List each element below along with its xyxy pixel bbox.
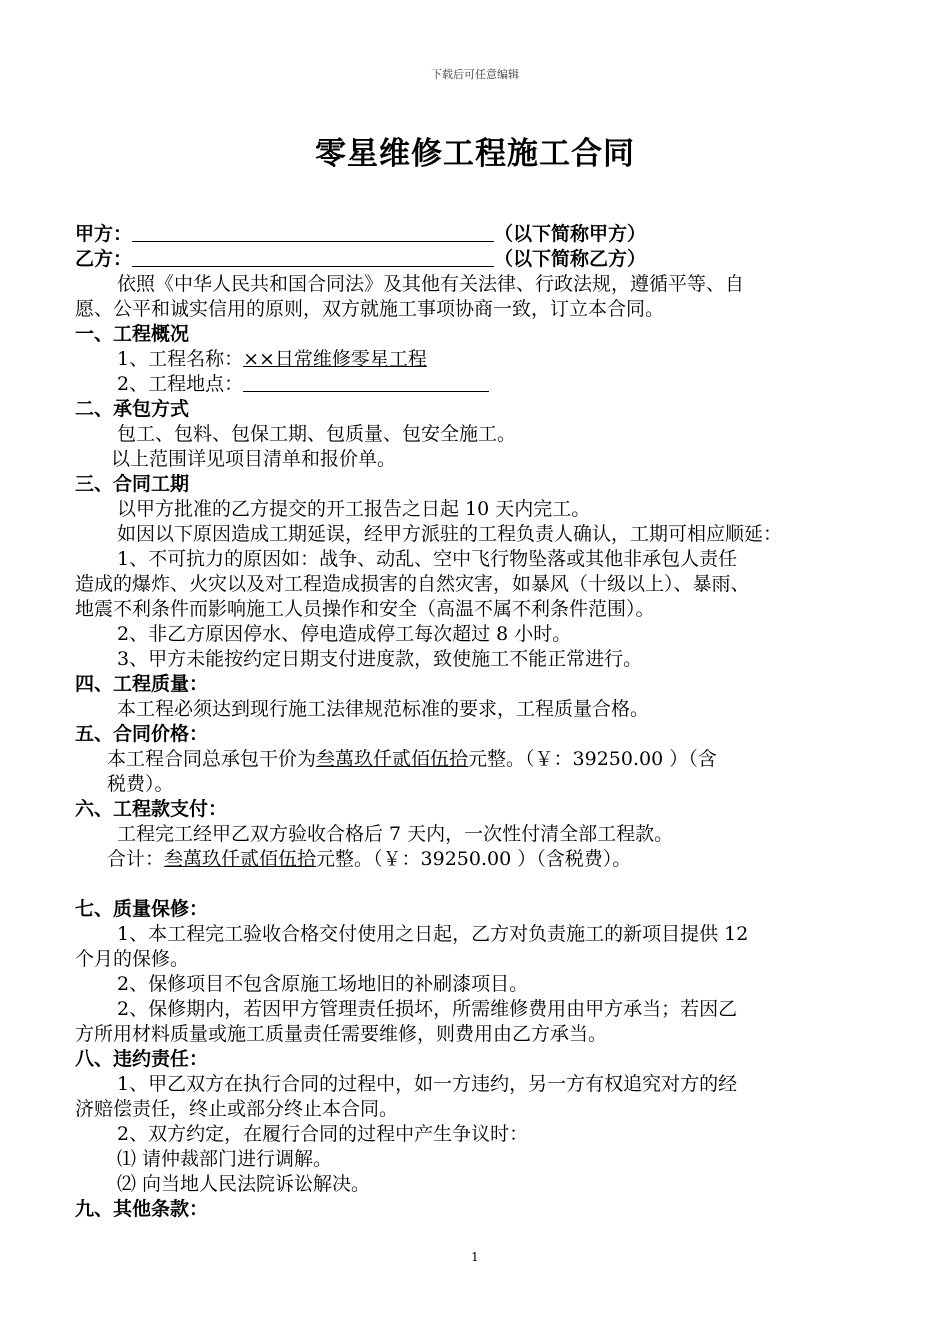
section-1-heading: 一、工程概况 — [75, 323, 190, 345]
section-3-heading: 三、合同工期 — [75, 473, 190, 495]
project-site-blank — [243, 372, 489, 392]
page-number: 1 — [471, 1250, 479, 1264]
section-7-line-3b: 方所用材料质量或施工质量责任需要维修，则费用由乙方承当。 — [75, 1023, 608, 1045]
page-header: 下载后可任意编辑 — [431, 68, 519, 81]
payment-total-post: 元整。（￥：39250.00 ）（含税费）。 — [316, 848, 632, 870]
party-b-line — [75, 247, 875, 272]
section-3-line-3c: 地震不利条件而影响施工人员操作和安全（高温不属不利条件范围）。 — [75, 598, 655, 620]
intro-line-1: 依照《中华人民共和国合同法》及其他有关法律、行政法规，遵循平等、自 — [117, 273, 745, 295]
section-4-line-1: 本工程必须达到现行施工法律规范标准的要求，工程质量合格。 — [117, 698, 650, 720]
section-3-line-3b: 造成的爆炸、火灾以及对工程造成损害的自然灾害，如暴风（十级以上）、暴雨、 — [75, 573, 750, 595]
project-name-line — [75, 347, 875, 372]
payment-total-words: 叁萬玖仟贰佰伍拾 — [164, 848, 317, 870]
section-7-line-1b: 个月的保修。 — [75, 948, 190, 970]
party-b-suffix: （以下简称乙方） — [494, 248, 647, 270]
spacer — [75, 872, 875, 897]
project-name-label: 1、工程名称： — [117, 348, 244, 370]
party-a-label: 甲方： — [75, 223, 133, 245]
section-3-line-5: 3、甲方未能按约定日期支付进度款，致使施工不能正常进行。 — [117, 648, 643, 670]
section-4-heading: 四、工程质量： — [75, 673, 209, 695]
project-name-value: ××日常维修零星工程 — [243, 348, 427, 370]
contract-body — [75, 222, 875, 1222]
contract-price-line — [75, 747, 875, 772]
section-3-line-4: 2、非乙方原因停水、停电造成停工每次超过 8 小时。 — [117, 623, 572, 645]
section-8-line-3: ⑴ 请仲裁部门进行调解。 — [117, 1148, 333, 1170]
project-site-line — [75, 372, 875, 397]
party-a-suffix: （以下简称甲方） — [494, 223, 647, 245]
section-2-line-2: 以上范围详见项目清单和报价单。 — [111, 448, 397, 470]
party-a-blank — [132, 222, 494, 242]
document-title: 零星维修工程施工合同 — [315, 136, 635, 172]
contract-price-line-2: 税费）。 — [107, 773, 174, 795]
payment-total-line — [75, 847, 875, 872]
party-b-label: 乙方： — [75, 248, 133, 270]
section-6-line-1: 工程完工经甲乙双方验收合格后 7 天内，一次性付清全部工程款。 — [117, 823, 674, 845]
section-2-heading: 二、承包方式 — [75, 398, 190, 420]
section-8-line-2: 2、双方约定，在履行合同的过程中产生争议时： — [117, 1123, 529, 1145]
project-site-label: 2、工程地点： — [117, 373, 244, 395]
section-8-line-4: ⑵ 向当地人民法院诉讼解决。 — [117, 1173, 371, 1195]
section-8-heading: 八、违约责任： — [75, 1048, 209, 1070]
section-8-line-1b: 济赔偿责任，终止或部分终止本合同。 — [75, 1098, 399, 1120]
section-7-line-3a: 2、保修期内，若因甲方管理责任损坏，所需维修费用由甲方承当；若因乙 — [117, 998, 738, 1020]
section-3-line-3a: 1、不可抗力的原因如：战争、动乱、空中飞行物坠落或其他非承包人责任 — [117, 548, 738, 570]
contract-price-words: 叁萬玖仟贰佰伍拾 — [316, 748, 469, 770]
party-a-line — [75, 222, 875, 247]
section-3-line-2: 如因以下原因造成工期延误，经甲方派驻的工程负责人确认，工期可相应顺延： — [117, 523, 783, 545]
section-8-line-1a: 1、甲乙双方在执行合同的过程中，如一方违约，另一方有权追究对方的经 — [117, 1073, 738, 1095]
section-7-line-1a: 1、本工程完工验收合格交付使用之日起，乙方对负责施工的新项目提供 12 — [117, 923, 749, 945]
section-7-line-2: 2、保修项目不包含原施工场地旧的补刷漆项目。 — [117, 973, 529, 995]
contract-price-pre: 本工程合同总承包干价为 — [107, 748, 317, 770]
party-b-blank — [132, 247, 494, 267]
section-9-heading: 九、其他条款： — [75, 1198, 209, 1220]
contract-price-post: 元整。（￥：39250.00 ）（含 — [468, 748, 717, 770]
section-6-heading: 六、工程款支付： — [75, 798, 228, 820]
payment-total-label: 合计： — [107, 848, 165, 870]
intro-line-2: 愿、公平和诚实信用的原则，双方就施工事项协商一致，订立本合同。 — [75, 298, 665, 320]
section-5-heading: 五、合同价格： — [75, 723, 209, 745]
section-7-heading: 七、质量保修： — [75, 898, 209, 920]
section-3-line-1: 以甲方批准的乙方提交的开工报告之日起 10 天内完工。 — [117, 498, 591, 520]
section-2-line-1: 包工、包料、包保工期、包质量、包安全施工。 — [117, 423, 517, 445]
